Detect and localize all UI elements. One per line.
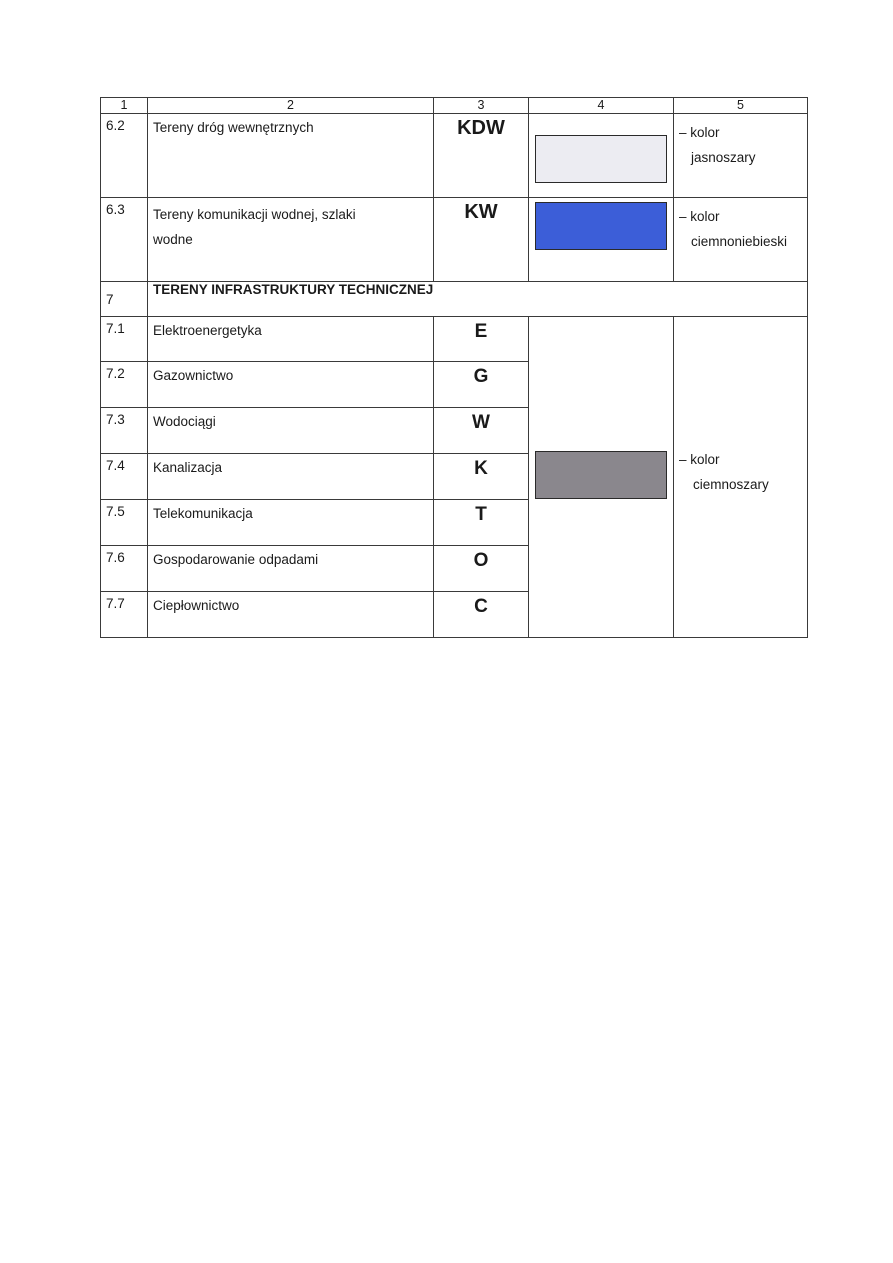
- row-number: 7.4: [101, 454, 148, 500]
- color-desc-line1: – kolor: [679, 209, 720, 224]
- color-swatch: [535, 135, 667, 183]
- row-label: Tereny dróg wewnętrznych: [148, 114, 434, 198]
- infra-color-cell: [529, 317, 674, 638]
- table-row: [101, 114, 808, 198]
- row-color-description: [674, 114, 808, 198]
- row-label: Wodociągi: [148, 408, 434, 454]
- header-col-1: 1: [101, 98, 148, 114]
- row-symbol: E: [434, 317, 529, 362]
- row-symbol: G: [434, 362, 529, 408]
- legend-table: [100, 97, 808, 638]
- header-col-3: 3: [434, 98, 529, 114]
- section-title: TERENY INFRASTRUKTURY TECHNICZNEJ: [148, 282, 808, 317]
- header-col-2: 2: [148, 98, 434, 114]
- row-number: 7.6: [101, 546, 148, 592]
- color-desc-line2: jasnoszary: [691, 150, 756, 165]
- table-row: [101, 317, 808, 362]
- section-number: 7: [101, 282, 148, 317]
- row-symbol: O: [434, 546, 529, 592]
- row-number: 6.3: [101, 198, 148, 282]
- row-label: Elektroenergetyka: [148, 317, 434, 362]
- row-symbol: T: [434, 500, 529, 546]
- row-label: Telekomunikacja: [148, 500, 434, 546]
- row-label: Tereny komunikacji wodnej, szlaki wodne: [148, 198, 434, 282]
- row-color-cell: [529, 114, 674, 198]
- color-swatch: [535, 451, 667, 499]
- header-row: [101, 98, 808, 114]
- table-row: [101, 198, 808, 282]
- header-col-5: 5: [674, 98, 808, 114]
- color-desc-line2: ciemnoszary: [693, 477, 769, 492]
- row-color-cell: [529, 198, 674, 282]
- row-label: Gazownictwo: [148, 362, 434, 408]
- row-symbol: K: [434, 454, 529, 500]
- row-symbol: KW: [434, 198, 529, 282]
- color-desc-line2: ciemnoniebieski: [691, 234, 788, 249]
- row-symbol: W: [434, 408, 529, 454]
- row-color-description: [674, 198, 808, 282]
- row-number: 7.7: [101, 592, 148, 638]
- header-col-4: 4: [529, 98, 674, 114]
- row-symbol: C: [434, 592, 529, 638]
- row-symbol: KDW: [434, 114, 529, 198]
- row-label: Kanalizacja: [148, 454, 434, 500]
- row-number: 6.2: [101, 114, 148, 198]
- row-number: 7.5: [101, 500, 148, 546]
- infra-color-description: [674, 317, 808, 638]
- color-swatch: [535, 202, 667, 250]
- row-number: 7.3: [101, 408, 148, 454]
- row-label: Ciepłownictwo: [148, 592, 434, 638]
- row-number: 7.2: [101, 362, 148, 408]
- row-label: Gospodarowanie odpadami: [148, 546, 434, 592]
- section-row: [101, 282, 808, 317]
- color-desc-line1: – kolor: [679, 452, 720, 467]
- color-desc-line1: – kolor: [679, 125, 720, 140]
- row-number: 7.1: [101, 317, 148, 362]
